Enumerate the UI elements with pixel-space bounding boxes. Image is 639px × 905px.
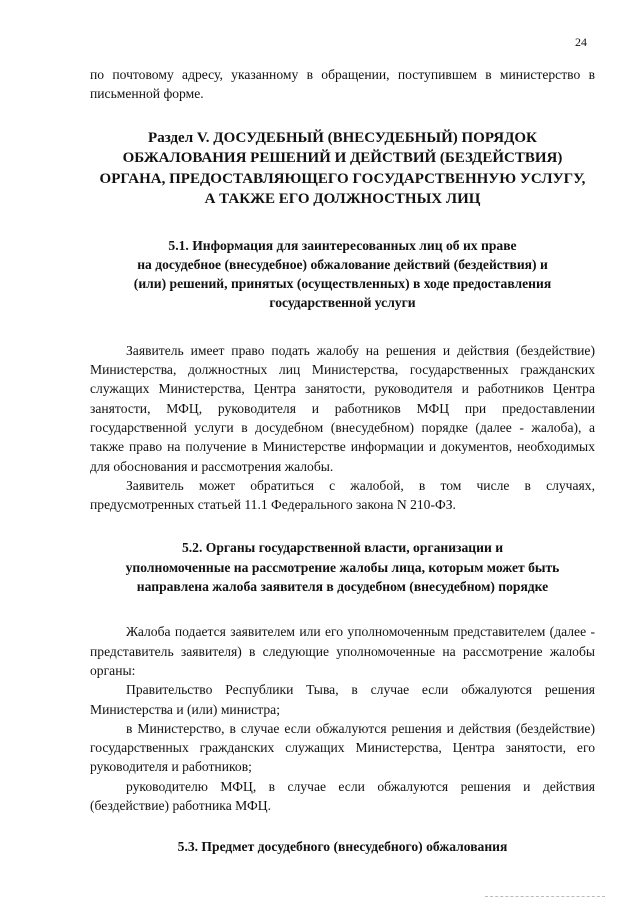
- subsection-title-line: (или) решений, принятых (осуществленных) в ходе предоставления: [133, 276, 552, 292]
- page-number: 24: [575, 35, 587, 49]
- subsection-title-line: направлена жалоба заявителя в досудебном (внесудебном) порядке: [136, 579, 549, 595]
- subsection-5-2-title: [90, 538, 595, 596]
- subsection-title-line: уполномоченные на рассмотрение жалобы лица, которым может быть: [125, 559, 560, 575]
- section-title-line: А ТАКЖЕ ЕГО ДОЛЖНОСТНЫХ ЛИЦ: [204, 191, 481, 208]
- section-title-line: ОРГАНА, ПРЕДОСТАВЛЯЮЩЕГО ГОСУДАРСТВЕННУЮ УСЛУГУ,: [99, 170, 586, 187]
- section-title-line: ОБЖАЛОВАНИЯ РЕШЕНИЙ И ДЕЙСТВИЙ (БЕЗДЕЙСТВИЯ): [122, 150, 563, 167]
- subsection-5-1-paragraph: Заявитель может обратиться с жалобой, в том числе в случаях, предусмотренных статьей 11.1 Федерального закона N 210-ФЗ.: [90, 477, 595, 513]
- subsection-title-line: 5.3. Предмет досудебного (внесудебного) обжалования: [177, 839, 508, 855]
- subsection-5-1-paragraph: Заявитель имеет право подать жалобу на решения и действия (бездействие) Министерства, должностных лиц Министерства, государственных гражданских служащих Министерства, Центра занятости, руководителя и работников Центра занятости, МФЦ, руководителя и работников МФЦ при предоставлении государственной услуги в досудебном (внесудебном) порядке (далее - жалоба), а также право на получение в Министерстве информации и документов, необходимых для обоснования и рассмотрения жалобы.: [90, 342, 595, 474]
- subsection-5-2-paragraph: руководителю МФЦ, в случае если обжалуются решения и действия (бездействие) работника МФЦ.: [90, 778, 595, 814]
- subsection-5-2-paragraph: Правительство Республики Тыва, в случае если обжалуются решения Министерства и (или) министра;: [90, 682, 595, 717]
- intro-line: по почтовому адресу, указанному в обращении, поступившем в министерство: [90, 67, 581, 82]
- section-title-line: Раздел V. ДОСУДЕБНЫЙ (ВНЕСУДЕБНЫЙ) ПОРЯДОК: [148, 129, 537, 146]
- intro-line: в письменной форме.: [90, 67, 595, 102]
- subsection-title-line: государственной услуги: [269, 295, 416, 311]
- subsection-5-3-title: [90, 837, 595, 856]
- section-title: [90, 128, 595, 210]
- subsection-title-line: на досудебное (внесудебное) обжалование действий (бездействия) и: [137, 256, 548, 272]
- subsection-5-2-paragraph: Жалоба подается заявителем или его уполномоченным представителем (далее - представитель заявителя) в следующие уполномоченные на рассмотрение жалобы органы:: [90, 624, 595, 678]
- subsection-title-line: 5.1. Информация для заинтересованных лиц об их праве: [168, 237, 517, 253]
- intro-paragraph: [90, 65, 595, 104]
- subsection-title-line: 5.2. Органы государственной власти, организации и: [181, 540, 504, 556]
- scan-edge-marks: [485, 896, 605, 899]
- subsection-5-1-title: [90, 236, 595, 313]
- subsection-5-2-paragraph: в Министерство, в случае если обжалуются решения и действия (бездействие) государственных гражданских служащих Министерства, Центра занятости, его руководителя и работников;: [90, 720, 595, 775]
- page-content: [90, 65, 595, 857]
